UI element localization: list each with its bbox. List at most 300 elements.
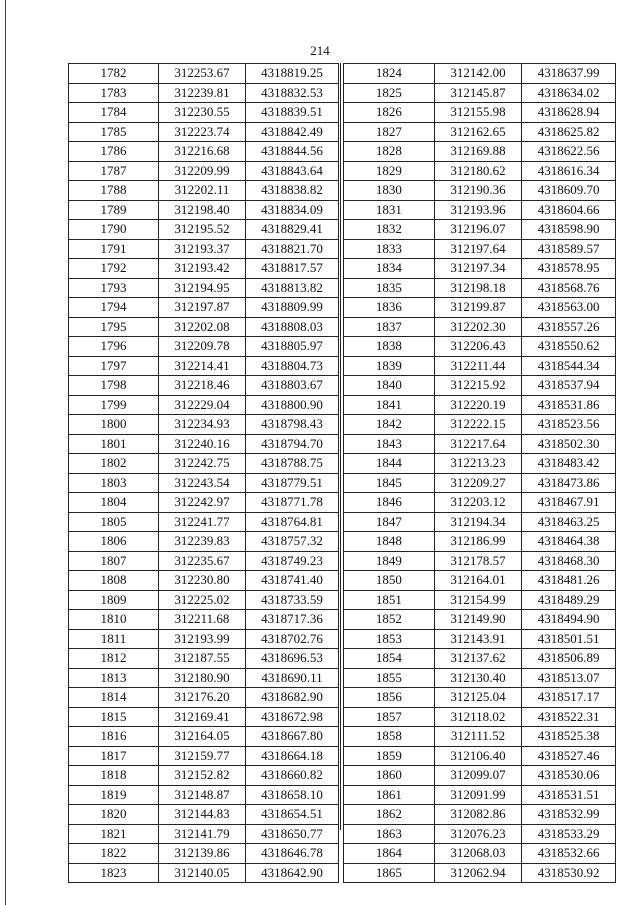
y-coordinate-cell: 4318658.10 [246,785,339,805]
table-row [69,610,339,630]
x-coordinate-cell: 312229.04 [159,395,246,415]
x-coordinate-cell: 312220.19 [434,395,522,415]
point-number-cell: 1862 [344,805,435,825]
y-coordinate-cell: 4318483.42 [522,454,616,474]
x-coordinate-cell: 312186.99 [434,532,522,552]
table-row [69,83,339,103]
y-coordinate-cell: 4318522.31 [522,707,616,727]
point-number-cell: 1816 [69,727,159,747]
point-number-cell: 1814 [69,688,159,708]
x-coordinate-cell: 312216.68 [159,142,246,162]
point-number-cell: 1854 [344,649,435,669]
x-coordinate-cell: 312154.99 [434,590,522,610]
y-coordinate-cell: 4318530.06 [522,766,616,786]
table-row [344,356,616,376]
point-number-cell: 1799 [69,395,159,415]
y-coordinate-cell: 4318609.70 [522,181,616,201]
table-row [69,122,339,142]
point-number-cell: 1794 [69,298,159,318]
point-number-cell: 1851 [344,590,435,610]
point-number-cell: 1836 [344,298,435,318]
y-coordinate-cell: 4318646.78 [246,844,339,864]
point-number-cell: 1839 [344,356,435,376]
table-row [69,200,339,220]
table-row [344,395,616,415]
table-row [344,610,616,630]
table-row [69,766,339,786]
x-coordinate-cell: 312241.77 [159,512,246,532]
table-row [344,766,616,786]
point-number-cell: 1864 [344,844,435,864]
y-coordinate-cell: 4318531.51 [522,785,616,805]
y-coordinate-cell: 4318464.38 [522,532,616,552]
point-number-cell: 1826 [344,103,435,123]
table-row [344,64,616,84]
y-coordinate-cell: 4318819.25 [246,64,339,84]
y-coordinate-cell: 4318467.91 [522,493,616,513]
y-coordinate-cell: 4318530.92 [522,863,616,883]
table-row [344,493,616,513]
y-coordinate-cell: 4318473.86 [522,473,616,493]
y-coordinate-cell: 4318829.41 [246,220,339,240]
table-row [69,161,339,181]
x-coordinate-cell: 312190.36 [434,181,522,201]
x-coordinate-cell: 312193.37 [159,239,246,259]
table-row [69,415,339,435]
table-row [344,863,616,883]
x-coordinate-cell: 312209.99 [159,161,246,181]
x-coordinate-cell: 312235.67 [159,551,246,571]
point-number-cell: 1787 [69,161,159,181]
point-number-cell: 1800 [69,415,159,435]
point-number-cell: 1857 [344,707,435,727]
x-coordinate-cell: 312195.52 [159,220,246,240]
point-number-cell: 1829 [344,161,435,181]
point-number-cell: 1859 [344,746,435,766]
y-coordinate-cell: 4318664.18 [246,746,339,766]
y-coordinate-cell: 4318764.81 [246,512,339,532]
x-coordinate-cell: 312225.02 [159,590,246,610]
page-number: 214 [310,43,330,58]
x-coordinate-cell: 312239.83 [159,532,246,552]
point-number-cell: 1821 [69,824,159,844]
x-coordinate-cell: 312234.93 [159,415,246,435]
x-coordinate-cell: 312099.07 [434,766,522,786]
point-number-cell: 1786 [69,142,159,162]
point-number-cell: 1818 [69,766,159,786]
y-coordinate-cell: 4318798.43 [246,415,339,435]
table-row [344,200,616,220]
table-row [69,356,339,376]
table-row [344,259,616,279]
point-number-cell: 1819 [69,785,159,805]
table-row [69,668,339,688]
y-coordinate-cell: 4318717.36 [246,610,339,630]
point-number-cell: 1815 [69,707,159,727]
point-number-cell: 1850 [344,571,435,591]
y-coordinate-cell: 4318839.51 [246,103,339,123]
y-coordinate-cell: 4318481.26 [522,571,616,591]
table-row [69,142,339,162]
y-coordinate-cell: 4318557.26 [522,317,616,337]
table-row [69,551,339,571]
point-number-cell: 1845 [344,473,435,493]
x-coordinate-cell: 312242.75 [159,454,246,474]
x-coordinate-cell: 312203.12 [434,493,522,513]
point-number-cell: 1791 [69,239,159,259]
y-coordinate-cell: 4318625.82 [522,122,616,142]
y-coordinate-cell: 4318682.90 [246,688,339,708]
x-coordinate-cell: 312196.07 [434,220,522,240]
point-number-cell: 1834 [344,259,435,279]
y-coordinate-cell: 4318817.57 [246,259,339,279]
y-coordinate-cell: 4318660.82 [246,766,339,786]
point-number-cell: 1803 [69,473,159,493]
point-number-cell: 1798 [69,376,159,396]
x-coordinate-cell: 312143.91 [434,629,522,649]
point-number-cell: 1808 [69,571,159,591]
x-coordinate-cell: 312139.86 [159,844,246,864]
point-number-cell: 1855 [344,668,435,688]
y-coordinate-cell: 4318634.02 [522,83,616,103]
x-coordinate-cell: 312164.05 [159,727,246,747]
x-coordinate-cell: 312091.99 [434,785,522,805]
point-number-cell: 1844 [344,454,435,474]
y-coordinate-cell: 4318544.34 [522,356,616,376]
table-row [69,512,339,532]
table-row [344,181,616,201]
x-coordinate-cell: 312194.95 [159,278,246,298]
scan-edge-line [5,0,6,905]
y-coordinate-cell: 4318501.51 [522,629,616,649]
table-row [69,805,339,825]
table-row [344,551,616,571]
table-row [344,83,616,103]
table-row [69,278,339,298]
table-row [344,142,616,162]
y-coordinate-cell: 4318832.53 [246,83,339,103]
table-row [69,220,339,240]
x-coordinate-cell: 312111.52 [434,727,522,747]
x-coordinate-cell: 312178.57 [434,551,522,571]
y-coordinate-cell: 4318757.32 [246,532,339,552]
y-coordinate-cell: 4318690.11 [246,668,339,688]
x-coordinate-cell: 312076.23 [434,824,522,844]
table-row [344,512,616,532]
y-coordinate-cell: 4318844.56 [246,142,339,162]
table-row [344,785,616,805]
point-number-cell: 1843 [344,434,435,454]
y-coordinate-cell: 4318654.51 [246,805,339,825]
x-coordinate-cell: 312240.16 [159,434,246,454]
table-row [69,434,339,454]
x-coordinate-cell: 312068.03 [434,844,522,864]
x-coordinate-cell: 312217.64 [434,434,522,454]
table-row [69,64,339,84]
table-row [69,259,339,279]
table-row [344,220,616,240]
y-coordinate-cell: 4318808.03 [246,317,339,337]
table-row [69,707,339,727]
table-row [69,727,339,747]
y-coordinate-cell: 4318838.82 [246,181,339,201]
x-coordinate-cell: 312202.30 [434,317,522,337]
y-coordinate-cell: 4318741.40 [246,571,339,591]
table-row [344,805,616,825]
point-number-cell: 1832 [344,220,435,240]
table-row [69,688,339,708]
y-coordinate-cell: 4318809.99 [246,298,339,318]
x-coordinate-cell: 312149.90 [434,610,522,630]
point-number-cell: 1792 [69,259,159,279]
table-row [69,649,339,669]
table-divider [340,63,341,830]
y-coordinate-cell: 4318813.82 [246,278,339,298]
point-number-cell: 1795 [69,317,159,337]
point-number-cell: 1796 [69,337,159,357]
table-row [344,532,616,552]
y-coordinate-cell: 4318506.89 [522,649,616,669]
x-coordinate-cell: 312215.92 [434,376,522,396]
point-number-cell: 1790 [69,220,159,240]
table-row [344,415,616,435]
table-row [344,473,616,493]
x-coordinate-cell: 312142.00 [434,64,522,84]
y-coordinate-cell: 4318794.70 [246,434,339,454]
x-coordinate-cell: 312180.90 [159,668,246,688]
point-number-cell: 1847 [344,512,435,532]
x-coordinate-cell: 312230.55 [159,103,246,123]
y-coordinate-cell: 4318834.09 [246,200,339,220]
table-row [69,473,339,493]
table-row [344,746,616,766]
table-row [344,298,616,318]
y-coordinate-cell: 4318749.23 [246,551,339,571]
table-row [344,727,616,747]
x-coordinate-cell: 312198.40 [159,200,246,220]
table-row [344,668,616,688]
x-coordinate-cell: 312242.97 [159,493,246,513]
point-number-cell: 1782 [69,64,159,84]
point-number-cell: 1858 [344,727,435,747]
y-coordinate-cell: 4318637.99 [522,64,616,84]
point-number-cell: 1835 [344,278,435,298]
y-coordinate-cell: 4318842.49 [246,122,339,142]
coordinate-table-left [68,63,339,883]
x-coordinate-cell: 312144.83 [159,805,246,825]
point-number-cell: 1802 [69,454,159,474]
y-coordinate-cell: 4318672.98 [246,707,339,727]
table-row [344,824,616,844]
table-row [344,454,616,474]
point-number-cell: 1856 [344,688,435,708]
x-coordinate-cell: 312176.20 [159,688,246,708]
point-number-cell: 1807 [69,551,159,571]
table-row [69,824,339,844]
point-number-cell: 1848 [344,532,435,552]
table-row [344,376,616,396]
table-row [69,493,339,513]
y-coordinate-cell: 4318513.07 [522,668,616,688]
y-coordinate-cell: 4318523.56 [522,415,616,435]
point-number-cell: 1865 [344,863,435,883]
y-coordinate-cell: 4318804.73 [246,356,339,376]
point-number-cell: 1828 [344,142,435,162]
table-row [69,844,339,864]
table-row [69,863,339,883]
point-number-cell: 1810 [69,610,159,630]
point-number-cell: 1813 [69,668,159,688]
point-number-cell: 1820 [69,805,159,825]
point-number-cell: 1804 [69,493,159,513]
y-coordinate-cell: 4318568.76 [522,278,616,298]
x-coordinate-cell: 312169.41 [159,707,246,727]
point-number-cell: 1838 [344,337,435,357]
x-coordinate-cell: 312194.34 [434,512,522,532]
y-coordinate-cell: 4318550.62 [522,337,616,357]
point-number-cell: 1846 [344,493,435,513]
y-coordinate-cell: 4318531.86 [522,395,616,415]
table-row [344,844,616,864]
point-number-cell: 1853 [344,629,435,649]
y-coordinate-cell: 4318604.66 [522,200,616,220]
table-row [69,239,339,259]
point-number-cell: 1788 [69,181,159,201]
point-number-cell: 1797 [69,356,159,376]
point-number-cell: 1849 [344,551,435,571]
point-number-cell: 1789 [69,200,159,220]
table-row [344,649,616,669]
x-coordinate-cell: 312082.86 [434,805,522,825]
x-coordinate-cell: 312193.42 [159,259,246,279]
x-coordinate-cell: 312180.62 [434,161,522,181]
table-row [344,571,616,591]
point-number-cell: 1784 [69,103,159,123]
point-number-cell: 1852 [344,610,435,630]
point-number-cell: 1863 [344,824,435,844]
x-coordinate-cell: 312209.27 [434,473,522,493]
x-coordinate-cell: 312197.87 [159,298,246,318]
table-row [69,298,339,318]
x-coordinate-cell: 312239.81 [159,83,246,103]
x-coordinate-cell: 312213.23 [434,454,522,474]
table-row [344,707,616,727]
table-row [344,103,616,123]
x-coordinate-cell: 312140.05 [159,863,246,883]
x-coordinate-cell: 312197.34 [434,259,522,279]
x-coordinate-cell: 312214.41 [159,356,246,376]
table-row [344,122,616,142]
y-coordinate-cell: 4318578.95 [522,259,616,279]
x-coordinate-cell: 312209.78 [159,337,246,357]
y-coordinate-cell: 4318589.57 [522,239,616,259]
y-coordinate-cell: 4318537.94 [522,376,616,396]
point-number-cell: 1817 [69,746,159,766]
x-coordinate-cell: 312164.01 [434,571,522,591]
point-number-cell: 1783 [69,83,159,103]
point-number-cell: 1833 [344,239,435,259]
table-row [69,590,339,610]
x-coordinate-cell: 312145.87 [434,83,522,103]
y-coordinate-cell: 4318779.51 [246,473,339,493]
x-coordinate-cell: 312199.87 [434,298,522,318]
y-coordinate-cell: 4318598.90 [522,220,616,240]
y-coordinate-cell: 4318788.75 [246,454,339,474]
x-coordinate-cell: 312222.15 [434,415,522,435]
table-row [69,532,339,552]
x-coordinate-cell: 312202.11 [159,181,246,201]
point-number-cell: 1805 [69,512,159,532]
table-row [69,103,339,123]
x-coordinate-cell: 312230.80 [159,571,246,591]
y-coordinate-cell: 4318843.64 [246,161,339,181]
x-coordinate-cell: 312137.62 [434,649,522,669]
table-row [344,161,616,181]
table-row [69,376,339,396]
y-coordinate-cell: 4318494.90 [522,610,616,630]
table-row [69,454,339,474]
y-coordinate-cell: 4318468.30 [522,551,616,571]
point-number-cell: 1809 [69,590,159,610]
table-row [344,278,616,298]
y-coordinate-cell: 4318805.97 [246,337,339,357]
x-coordinate-cell: 312223.74 [159,122,246,142]
table-row [69,785,339,805]
x-coordinate-cell: 312148.87 [159,785,246,805]
table-row [69,571,339,591]
point-number-cell: 1822 [69,844,159,864]
y-coordinate-cell: 4318533.29 [522,824,616,844]
x-coordinate-cell: 312243.54 [159,473,246,493]
y-coordinate-cell: 4318667.80 [246,727,339,747]
table-row [344,317,616,337]
point-number-cell: 1831 [344,200,435,220]
table-row [344,239,616,259]
table-row [344,590,616,610]
x-coordinate-cell: 312187.55 [159,649,246,669]
y-coordinate-cell: 4318517.17 [522,688,616,708]
x-coordinate-cell: 312202.08 [159,317,246,337]
point-number-cell: 1861 [344,785,435,805]
x-coordinate-cell: 312193.99 [159,629,246,649]
x-coordinate-cell: 312218.46 [159,376,246,396]
point-number-cell: 1825 [344,83,435,103]
y-coordinate-cell: 4318463.25 [522,512,616,532]
y-coordinate-cell: 4318642.90 [246,863,339,883]
x-coordinate-cell: 312159.77 [159,746,246,766]
x-coordinate-cell: 312198.18 [434,278,522,298]
table-row [69,395,339,415]
y-coordinate-cell: 4318821.70 [246,239,339,259]
coordinate-table-right [343,63,616,883]
point-number-cell: 1842 [344,415,435,435]
table-row [344,434,616,454]
x-coordinate-cell: 312253.67 [159,64,246,84]
point-number-cell: 1801 [69,434,159,454]
y-coordinate-cell: 4318628.94 [522,103,616,123]
table-row [344,688,616,708]
y-coordinate-cell: 4318616.34 [522,161,616,181]
y-coordinate-cell: 4318502.30 [522,434,616,454]
point-number-cell: 1841 [344,395,435,415]
y-coordinate-cell: 4318563.00 [522,298,616,318]
y-coordinate-cell: 4318532.99 [522,805,616,825]
x-coordinate-cell: 312155.98 [434,103,522,123]
point-number-cell: 1823 [69,863,159,883]
point-number-cell: 1811 [69,629,159,649]
x-coordinate-cell: 312130.40 [434,668,522,688]
point-number-cell: 1806 [69,532,159,552]
